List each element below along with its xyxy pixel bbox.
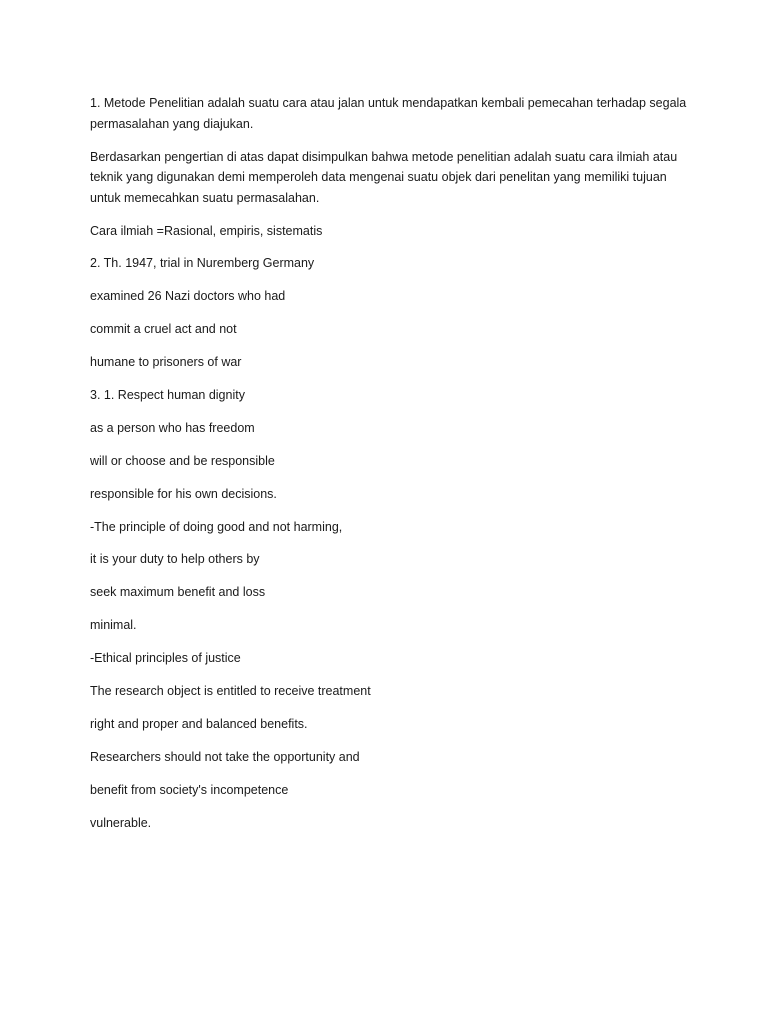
text-line: minimal.	[90, 618, 137, 633]
text-line: humane to prisoners of war	[90, 355, 242, 370]
text-line: Researchers should not take the opportunity and	[90, 749, 360, 764]
text-line: examined 26 Nazi doctors who had	[90, 289, 286, 304]
text-line: responsible for his own decisions.	[90, 486, 277, 501]
text-line: commit a cruel act and not	[90, 322, 237, 337]
text-line: seek maximum benefit and loss	[90, 585, 266, 600]
text-line: 2. Th. 1947, trial in Nuremberg Germany	[90, 256, 315, 271]
paragraph-conclusion: Berdasarkan pengertian di atas dapat disimpulkan bahwa metode penelitian adalah suatu cara ilmiah atau teknik yang digunakan demi memperoleh data mengenai suatu objek dari penelitan yang memiliki tujuan untuk memecahkan suatu permasalahan.	[90, 149, 678, 205]
text-line: right and proper and balanced benefits.	[90, 716, 308, 731]
text-line: it is your duty to help others by	[90, 552, 260, 567]
text-line: benefit from society's incompetence	[90, 782, 289, 797]
text-line: 3. 1. Respect human dignity	[90, 387, 245, 402]
text-line: as a person who has freedom	[90, 420, 255, 435]
text-line: -The principle of doing good and not harming,	[90, 519, 343, 534]
text-line: -Ethical principles of justice	[90, 651, 241, 666]
text-line: will or choose and be responsible	[90, 453, 275, 468]
document-body	[90, 93, 690, 845]
paragraph-definition: 1. Metode Penelitian adalah suatu cara atau jalan untuk mendapatkan kembali pemecahan terhadap segala permasalahan yang diajukan.	[90, 96, 687, 131]
text-line: vulnerable.	[90, 815, 152, 830]
text-line: The research object is entitled to receive treatment	[90, 683, 371, 698]
text-line: Cara ilmiah =Rasional, empiris, sistematis	[90, 223, 323, 238]
